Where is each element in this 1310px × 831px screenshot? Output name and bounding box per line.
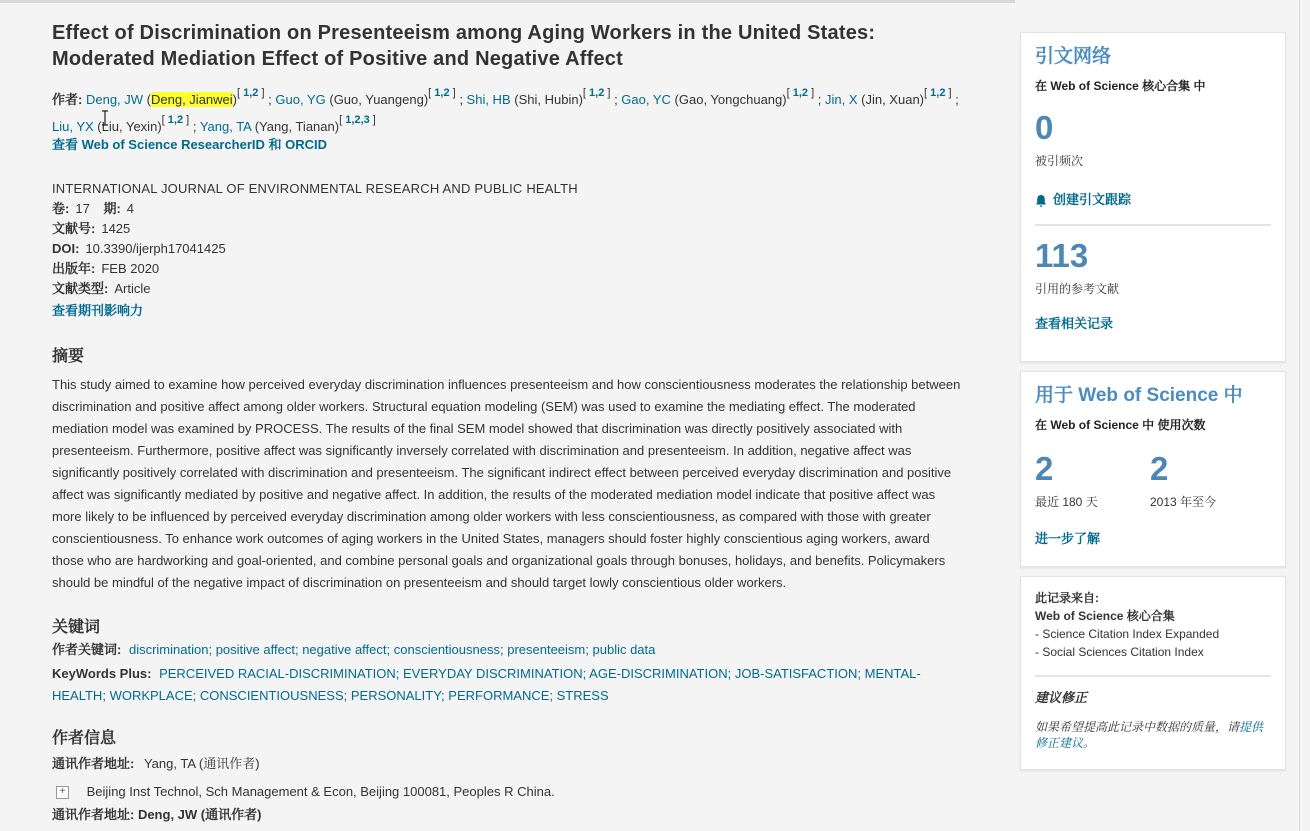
author-keyword-link[interactable]: negative affect (302, 642, 387, 657)
affiliation-ref-link[interactable]: 1,2 (434, 87, 450, 99)
abstract-text: This study aimed to examine how perceived everyday discrimination influences presenteeism and how conscientiousness moderates the relationship between discrimination and positive affect among older workers. Structural equation modeling (SEM) was used to examine the mediating effect. The moderated mediation model was examined by PROCESS. The results of the final SEM model showed that discrimination was directly positively associated with presenteeism. Furthermore, positive affect was significantly inversely correlated with discrimination and presenteeism. In addition, negative affect was significantly positively correlated with discrimination and presenteeism. The significant indirect effect between perceived everyday discrimination and positive affect was significantly mediated by positive and negative affect. In addition, the results of the moderated mediation model indicate that positive affect was more likely to be influenced by perceived everyday discrimination among older workers with less conscientiousness, as compared with those with greater conscientiousness. To enhance work outcomes of aging workers in the United States, managers should foster highly conscientious aging workers, award those who are hardworking and goal-oriented, and combine personal goals and organizational goals through bonuses, holidays, and benefits. Policymakers should be mindful of the negative impact of discrimination on presenteeism and should target lowly conscientious older workers. (52, 377, 961, 590)
affiliation-ref-link[interactable]: 1,2,3 (345, 114, 370, 126)
usage-heading: 用于 Web of Science 中 (1035, 385, 1243, 406)
author-entry: Deng, JW (Deng, Jianwei)[ 1,2 ] ; (85, 87, 276, 107)
usage-last180 (1035, 433, 1150, 510)
citation-network-sub: 在 Web of Science 核心合集 中 (1035, 79, 1206, 93)
pub-year-label: 出版年: (52, 261, 96, 276)
learn-more-link[interactable]: 进一步了解 (1035, 531, 1101, 546)
affiliation-refs: [ 1,2 ] (786, 87, 815, 99)
author-entry: Yang, TA (Yang, Tianan)[ 1,2,3 ] (199, 114, 376, 134)
record-source-card (1020, 576, 1286, 770)
author-list (52, 86, 964, 153)
author-full-name: Guo, Yuangeng (333, 92, 424, 107)
keyword-plus-link[interactable]: WORKPLACE (109, 688, 193, 703)
corresponding-author-row (52, 754, 964, 774)
keywords-plus-row: KeyWords Plus: PERCEIVED RACIAL-DISCRIMINATION; EVERYDAY DISCRIMINATION; AGE-DISCRIMINATION; JOB-SATISFACTION; MENTAL-HEALTH; WORKPLACE; CONSCIENTIOUSNESS; PERSONALITY; PERFORMANCE; STRESS (52, 666, 921, 703)
top-divider (0, 0, 1015, 3)
view-related-records-link[interactable]: 查看相关记录 (1035, 316, 1114, 331)
author-entry: Guo, YG (Guo, Yuangeng)[ 1,2 ] ; (275, 87, 467, 107)
author-full-name: Yang, Tianan (259, 119, 335, 134)
page-title: Effect of Discrimination on Presenteeism among Aging Workers in the United States: Moderated Mediation Effect of Positive and Negative Affect (52, 22, 876, 70)
article-number-value: 1425 (101, 221, 131, 236)
author-link[interactable]: Gao, YC (621, 92, 671, 107)
author-link[interactable]: Deng, JW (85, 92, 144, 107)
author-keywords-row: 作者关键词: discrimination; positive affect; negative affect; conscientiousness; presenteeism; public data (52, 642, 656, 657)
keyword-plus-link[interactable]: JOB-SATISFACTION (734, 666, 858, 681)
volume-label: 卷: (52, 201, 70, 216)
index-sci-expanded: - Science Citation Index Expanded (1035, 627, 1220, 641)
suggest-correction-link[interactable]: 提供修正建议 (1035, 720, 1264, 750)
keywords-heading: 关键词 (52, 619, 101, 636)
card-divider (1035, 224, 1271, 226)
author-info-heading: 作者信息 (52, 730, 117, 747)
journal-impact-link[interactable]: 查看期刊影响力 (52, 303, 144, 318)
record-main (52, 20, 964, 822)
author-entry: Gao, YC (Gao, Yongchuang)[ 1,2 ] ; (621, 87, 825, 107)
usage-sub: 在 Web of Science 中 使用次数 (1035, 418, 1206, 432)
address-text: Beijing Inst Technol, Sch Management & Econ, Beijing 100081, Peoples R China. (86, 784, 555, 799)
keyword-plus-link[interactable]: AGE-DISCRIMINATION (589, 666, 728, 681)
pub-year-value: FEB 2020 (101, 261, 160, 276)
author-keywords-label: 作者关键词: (52, 642, 122, 657)
author-keyword-link[interactable]: presenteeism (507, 642, 586, 657)
journal-name[interactable]: INTERNATIONAL JOURNAL OF ENVIRONMENTAL RESEARCH AND PUBLIC HEALTH (52, 181, 578, 196)
pub-year-row (52, 259, 964, 279)
record-from-label: 此记录来自: (1035, 591, 1099, 605)
address-row (52, 782, 964, 802)
keyword-plus-link[interactable]: PERCEIVED RACIAL-DISCRIMINATION (159, 666, 396, 681)
keyword-plus-link[interactable]: STRESS (556, 688, 609, 703)
since2013-count: 2 (1150, 450, 1169, 487)
affiliation-refs: [ 1,2 ] (582, 87, 611, 99)
suggest-correction-text (1035, 719, 1271, 751)
doi-label: DOI: (52, 241, 80, 256)
usage-since2013 (1150, 433, 1265, 510)
researcher-id-link[interactable]: 查看 Web of Science ResearcherID 和 ORCID (52, 137, 328, 152)
doi-value: 10.3390/ijerph17041425 (85, 241, 226, 256)
keyword-plus-link[interactable]: CONSCIENTIOUSNESS (199, 688, 344, 703)
usage-card (1020, 371, 1286, 567)
plus-icon[interactable]: + (56, 786, 69, 799)
card-divider (1035, 675, 1271, 677)
times-cited-label: 被引频次 (1035, 154, 1084, 168)
author-entry: Jin, X (Jin, Xuan)[ 1,2 ] ; (825, 87, 959, 107)
volume-value: 17 (75, 201, 90, 216)
affiliation-refs: [ 1,2 ] (924, 87, 952, 99)
since2013-label: 2013 年至今 (1150, 495, 1217, 509)
article-number-row (52, 219, 964, 239)
affiliation-ref-link[interactable]: 1,2 (243, 87, 259, 99)
author-link[interactable]: Shi, HB (466, 92, 511, 107)
author-link[interactable]: Guo, YG (275, 92, 326, 107)
corresponding-value: Yang, TA (通讯作者) (143, 756, 260, 771)
usage-stats (1035, 433, 1271, 510)
keyword-plus-link[interactable]: EVERYDAY DISCRIMINATION (403, 666, 583, 681)
suggest-correction-heading: 建议修正 (1035, 690, 1088, 705)
abstract-heading: 摘要 (52, 348, 85, 365)
last180-label: 最近 180 天 (1035, 495, 1098, 509)
corresponding-author-row-2: 通讯作者地址: Deng, JW (通讯作者) (52, 807, 262, 822)
times-cited-count[interactable]: 0 (1035, 109, 1054, 146)
doi-row (52, 239, 964, 259)
author-full-name: Shi, Hubin (518, 92, 579, 107)
author-keyword-link[interactable]: positive affect (215, 642, 295, 657)
keyword-plus-link[interactable]: PERFORMANCE (448, 688, 550, 703)
author-link[interactable]: Liu, YX (52, 119, 94, 134)
suggest-text: 如果希望提高此记录中数据的质量，请 (1035, 720, 1240, 734)
author-entry: Shi, HB (Shi, Hubin)[ 1,2 ] ; (466, 87, 622, 107)
create-alert-button[interactable] (1035, 189, 1271, 208)
doc-type-value: Article (114, 281, 151, 296)
author-full-name: Deng, Jianwei (151, 92, 233, 107)
source-database: Web of Science 核心合集 (1035, 609, 1175, 623)
affiliation-ref-link[interactable]: 1,2 (930, 87, 946, 99)
article-number-label: 文献号: (52, 221, 96, 236)
affiliation-refs: [ 1,2 ] (428, 87, 456, 99)
cited-references-count[interactable]: 113 (1035, 237, 1089, 274)
author-keyword-link[interactable]: public data (592, 642, 656, 657)
source-info (52, 179, 964, 321)
create-alert-label: 创建引文跟踪 (1053, 192, 1132, 207)
cited-references-label: 引用的参考文献 (1035, 282, 1120, 296)
doc-type-row (52, 279, 964, 299)
citation-network-card (1020, 32, 1286, 362)
author-full-name: Liu, Yexin (101, 119, 158, 134)
issue-label: 期: (103, 201, 121, 216)
keyword-plus-link[interactable]: MENTAL-HEALTH (52, 666, 921, 703)
affiliation-refs: [ 1,2,3 ] (339, 114, 376, 126)
author-keyword-link[interactable]: conscientiousness (393, 642, 500, 657)
last180-count: 2 (1035, 450, 1054, 487)
affiliation-refs: [ 1,2 ] (237, 87, 265, 99)
corresponding-label: 通讯作者地址: (52, 756, 135, 771)
text-cursor-icon (101, 110, 109, 126)
keywords-plus-label: KeyWords Plus: (52, 666, 152, 681)
author-link[interactable]: Yang, TA (199, 119, 252, 134)
author-entry: Liu, YX (Liu, Yexin)[ 1,2 ] ; (52, 114, 200, 134)
keyword-plus-link[interactable]: PERSONALITY (350, 688, 442, 703)
author-link[interactable]: Jin, X (825, 92, 858, 107)
citation-network-heading: 引文网络 (1035, 46, 1112, 67)
author-full-name: Jin, Xuan (865, 92, 920, 107)
affiliation-ref-link[interactable]: 1,2 (792, 87, 809, 99)
scrollbar-track[interactable] (1299, 0, 1310, 831)
affiliation-ref-link[interactable]: 1,2 (589, 87, 605, 99)
volume-issue-row (52, 199, 964, 219)
bell-icon (1035, 194, 1047, 208)
author-full-name: Gao, Yongchuang (678, 92, 783, 107)
affiliation-refs: [ 1,2 ] (161, 114, 190, 126)
suggest-end: 。 (1083, 736, 1096, 750)
author-keyword-link[interactable]: discrimination (128, 642, 209, 657)
authors-label: 作者: (52, 92, 83, 107)
doc-type-label: 文献类型: (52, 281, 109, 296)
issue-value: 4 (126, 201, 135, 216)
affiliation-ref-link[interactable]: 1,2 (167, 114, 184, 126)
index-ssci: - Social Sciences Citation Index (1035, 645, 1204, 659)
